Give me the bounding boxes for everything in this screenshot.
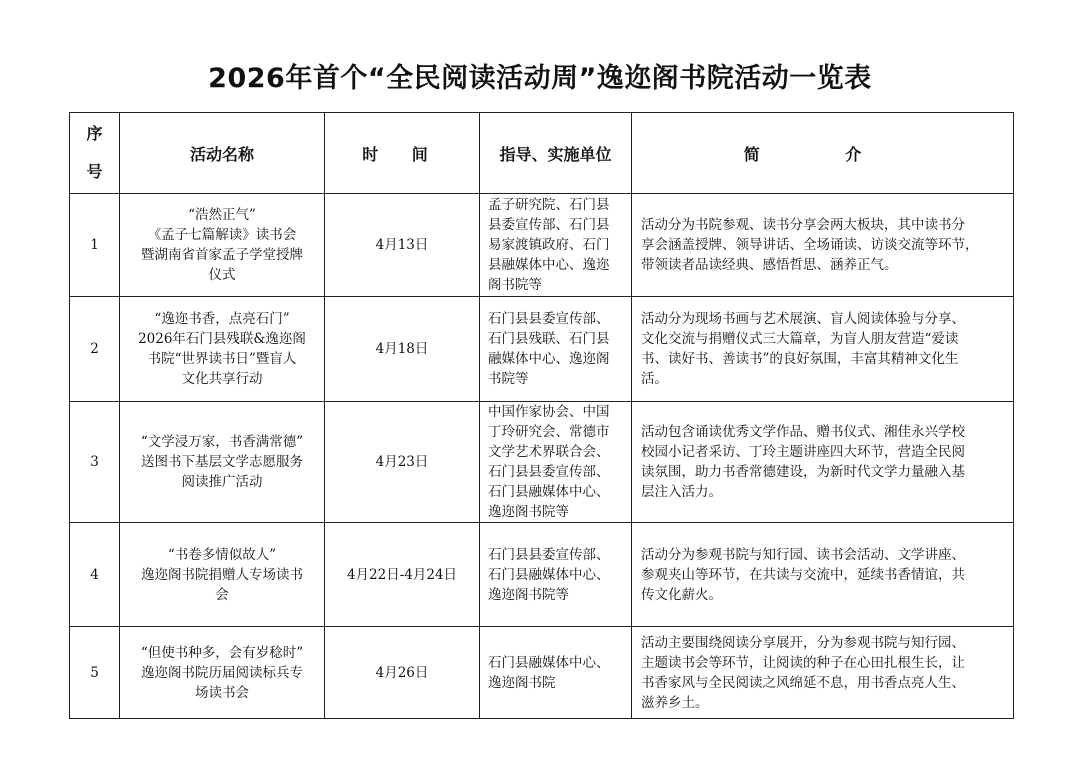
cell-intro: 活动分为书院参观、读书分享会两大板块，其中读书分 享会涵盖授牌、领导讲话、全场诵读、访谈交流等环节， 带领读者品读经典、感悟哲思、涵养正气。	[632, 194, 1014, 297]
cell-name: “浩然正气” 《孟子七篇解读》读书会 暨湖南省首家孟子学堂授牌 仪式	[120, 194, 325, 297]
table-row	[70, 297, 1014, 402]
cell-units: 石门县融媒体中心、 逸迩阁书院	[480, 627, 632, 719]
page-title: 2026年首个“全民阅读活动周”逸迩阁书院活动一览表	[208, 63, 872, 94]
cell-units: 石门县县委宣传部、 石门县融媒体中心、 逸迩阁书院等	[480, 523, 632, 627]
cell-seq: 4	[70, 523, 120, 627]
cell-seq: 1	[70, 194, 120, 297]
header-time: 时 间	[325, 113, 480, 194]
table-row	[70, 627, 1014, 719]
activity-table	[69, 112, 1014, 719]
table-row	[70, 194, 1014, 297]
cell-time: 4月23日	[325, 402, 480, 523]
cell-seq: 3	[70, 402, 120, 523]
header-units: 指导、实施单位	[480, 113, 632, 194]
cell-seq: 5	[70, 627, 120, 719]
cell-time: 4月22日-4月24日	[325, 523, 480, 627]
cell-units: 孟子研究院、石门县 县委宣传部、石门县 易家渡镇政府、石门 县融媒体中心、逸迩 阁书院等	[480, 194, 632, 297]
cell-name: “文学浸万家，书香满常德” 送图书下基层文学志愿服务 阅读推广活动	[120, 402, 325, 523]
cell-name: “逸迩书香，点亮石门” 2026年石门县残联&逸迩阁 书院“世界读书日”暨盲人 文化共享行动	[120, 297, 325, 402]
header-row	[70, 113, 1014, 194]
cell-intro: 活动主要围绕阅读分享展开，分为参观书院与知行园、 主题读书会等环节，让阅读的种子在心田扎根生长，让 书香家风与全民阅读之风绵延不息，用书香点亮人生、 滋养乡土。	[632, 627, 1014, 719]
cell-seq: 2	[70, 297, 120, 402]
cell-units: 中国作家协会、中国 丁玲研究会、常德市 文学艺术界联合会、 石门县县委宣传部、 石门县融媒体中心、 逸迩阁书院等	[480, 402, 632, 523]
cell-intro: 活动分为参观书院与知行园、读书会活动、文学讲座、 参观夹山等环节，在共读与交流中，延续书香情谊，共 传文化薪火。	[632, 523, 1014, 627]
cell-intro: 活动分为现场书画与艺术展演、盲人阅读体验与分享、 文化交流与捐赠仪式三大篇章，为盲人朋友营造“爱读 书、读好书、善读书”的良好氛围，丰富其精神文化生 活。	[632, 297, 1014, 402]
header-seq: 序 号	[70, 113, 120, 194]
cell-units: 石门县县委宣传部、 石门县残联、石门县 融媒体中心、逸迩阁 书院等	[480, 297, 632, 402]
table-row	[70, 402, 1014, 523]
header-intro: 简 介	[632, 113, 1014, 194]
cell-name: “书卷多情似故人” 逸迩阁书院捐赠人专场读书 会	[120, 523, 325, 627]
cell-time: 4月26日	[325, 627, 480, 719]
cell-time: 4月13日	[325, 194, 480, 297]
table-row	[70, 523, 1014, 627]
cell-intro: 活动包含诵读优秀文学作品、赠书仪式、湘佳永兴学校 校园小记者采访、丁玲主题讲座四大环节，营造全民阅 读氛围，助力书香常德建设，为新时代文学力量融入基 层注入活力。	[632, 402, 1014, 523]
cell-time: 4月18日	[325, 297, 480, 402]
header-name: 活动名称	[120, 113, 325, 194]
cell-name: “但使书种多，会有岁稔时” 逸迩阁书院历届阅读标兵专 场读书会	[120, 627, 325, 719]
